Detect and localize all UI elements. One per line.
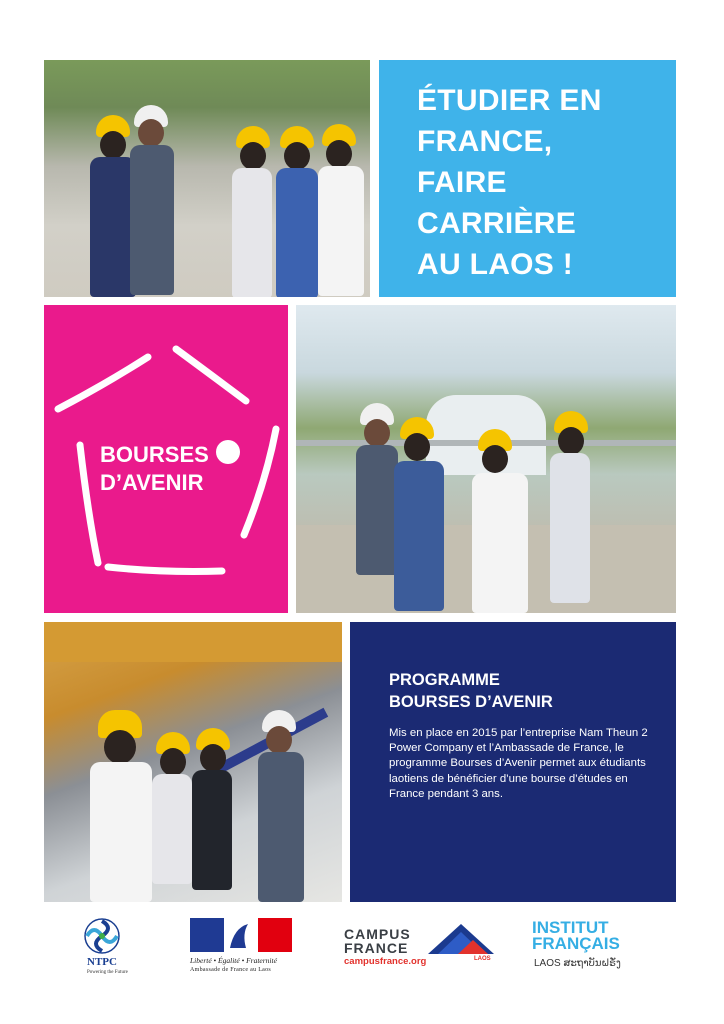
bourses-davenir-logo-panel <box>44 305 288 613</box>
program-info-panel <box>350 622 676 902</box>
program-title-line: BOURSES D’AVENIR <box>389 693 553 711</box>
campus-france-wordmark <box>344 927 411 955</box>
program-description: Mis en place en 2015 par l’entreprise Nam Theun 2 Power Company et l’Ambassade de France, le programme Bourses d’Avenir permet aux étudiants laotiens de bénéficier d’une bourse d’études en France pendant 3 ans. <box>389 727 648 800</box>
campus-france-line: CAMPUS <box>344 926 411 942</box>
logo-dot-icon <box>216 440 240 464</box>
logo-line: D’AVENIR <box>100 470 204 495</box>
marianne-flag-icon <box>190 918 292 952</box>
photo-site-visit <box>44 60 370 297</box>
french-embassy-logo <box>190 918 296 976</box>
photo-powerhouse-interior <box>44 622 342 902</box>
institut-francais-wordmark <box>532 920 620 952</box>
campus-france-logo <box>344 922 504 970</box>
embassy-motto: Liberté • Égalité • Fraternité <box>190 956 277 965</box>
headline-line: AU LAOS ! <box>417 248 574 281</box>
bourses-davenir-logo <box>100 441 209 497</box>
ntpc-tagline: Powering the Future <box>87 970 128 975</box>
campus-france-triangle-icon <box>426 922 496 956</box>
program-title <box>389 669 553 713</box>
embassy-name: Ambassade de France au Laos <box>190 967 272 973</box>
headline-line: ÉTUDIER EN <box>417 84 602 117</box>
headline <box>417 80 602 285</box>
ntpc-swirl-icon <box>84 918 120 954</box>
headline-line: CARRIÈRE <box>417 207 577 240</box>
logo-line: BOURSES <box>100 442 209 467</box>
headline-line: FAIRE <box>417 166 507 199</box>
campus-france-line: FRANCE <box>344 940 409 956</box>
institut-francais-logo <box>532 920 642 974</box>
headline-panel <box>379 60 676 297</box>
ntpc-name: NTPC <box>87 956 117 968</box>
campus-france-country: LAOS <box>474 956 491 962</box>
program-title-line: PROGRAMME <box>389 671 500 689</box>
institut-francais-subtitle: LAOS ສະຖາບັນຝຣັ່ງ <box>534 958 621 969</box>
institut-francais-line: INSTITUT <box>532 918 609 937</box>
photo-river-spillway <box>296 305 676 613</box>
ntpc-logo <box>84 918 134 978</box>
institut-francais-line: FRANÇAIS <box>532 934 620 953</box>
headline-line: FRANCE, <box>417 125 553 158</box>
campus-france-url: campusfrance.org <box>344 956 427 967</box>
